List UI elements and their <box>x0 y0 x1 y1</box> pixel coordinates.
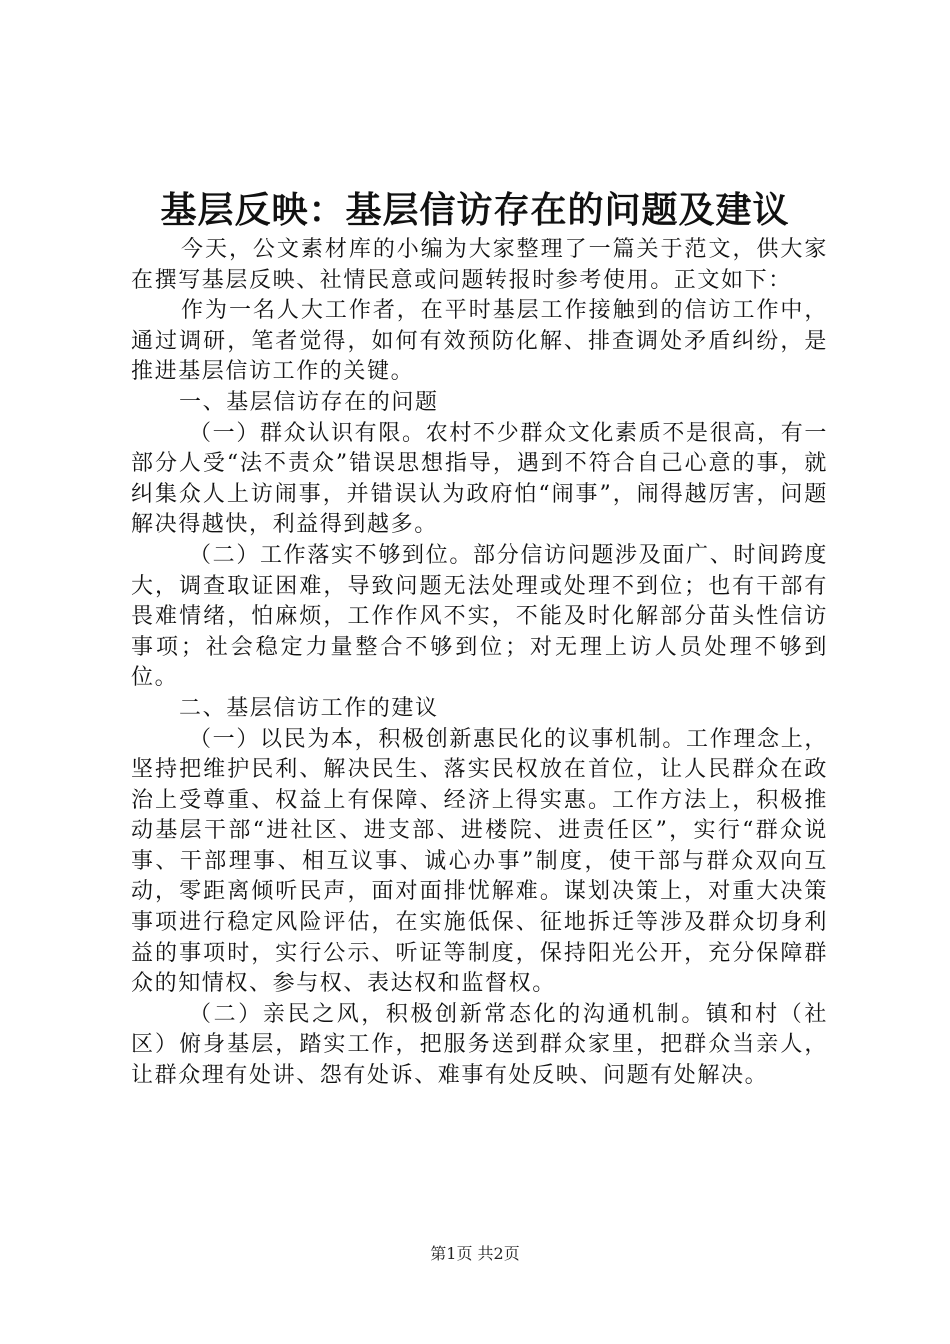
section-heading-problems: 一、基层信访存在的问题 <box>179 389 439 415</box>
section-heading-suggestions: 二、基层信访工作的建议 <box>179 695 439 721</box>
document-title: 基层反映：基层信访存在的问题及建议 <box>160 189 790 231</box>
problem-paragraph-2: （二）工作落实不够到位。部分信访问题涉及面广、时间跨度大，调查取证困难，导致问题无法处理或处理不到位；也有干部有畏难情绪，怕麻烦，工作作风不实，不能及时化解部分苗头性信访事项；社会稳定力量整合不够到位；对无理上访人员处理不够到位。 <box>131 542 828 691</box>
intro-paragraph: 今天，公文素材库的小编为大家整理了一篇关于范文，供大家在撰写基层反映、社情民意或问题转报时参考使用。正文如下： <box>131 237 828 293</box>
page-number-footer: 第1页 共2页 <box>430 1244 520 1263</box>
document-body <box>131 235 828 1092</box>
problem-paragraph-1: （一）群众认识有限。农村不少群众文化素质不是很高，有一部分人受“法不责众”错误思想指导，遇到不符合自己心意的事，就纠集众人上访闹事，并错误认为政府怕“闹事”，闹得越厉害，问题解决得越快，利益得到越多。 <box>131 420 828 538</box>
suggestion-paragraph-1: （一）以民为本，积极创新惠民化的议事机制。工作理念上，坚持把维护民利、解决民生、落实民权放在首位，让人民群众在政治上受尊重、权益上有保障、经济上得实惠。工作方法上，积极推动基层干部“进社区、进支部、进楼院、进责任区”，实行“群众说事、干部理事、相互议事、诚心办事”制度，使干部与群众双向互动，零距离倾听民声，面对面排忧解难。谋划决策上，对重大决策事项进行稳定风险评估，在实施低保、征地拆迁等涉及群众切身利益的事项时，实行公示、听证等制度，保持阳光公开，充分保障群众的知情权、参与权、表达权和监督权。 <box>131 726 828 997</box>
context-paragraph: 作为一名人大工作者，在平时基层工作接触到的信访工作中，通过调研，笔者觉得，如何有效预防化解、排查调处矛盾纠纷，是推进基层信访工作的关键。 <box>131 298 828 385</box>
suggestion-paragraph-2: （二）亲民之风，积极创新常态化的沟通机制。镇和村（社区）俯身基层，踏实工作，把服务送到群众家里，把群众当亲人，让群众理有处讲、怨有处诉、难事有处反映、问题有处解决。 <box>131 1001 828 1089</box>
